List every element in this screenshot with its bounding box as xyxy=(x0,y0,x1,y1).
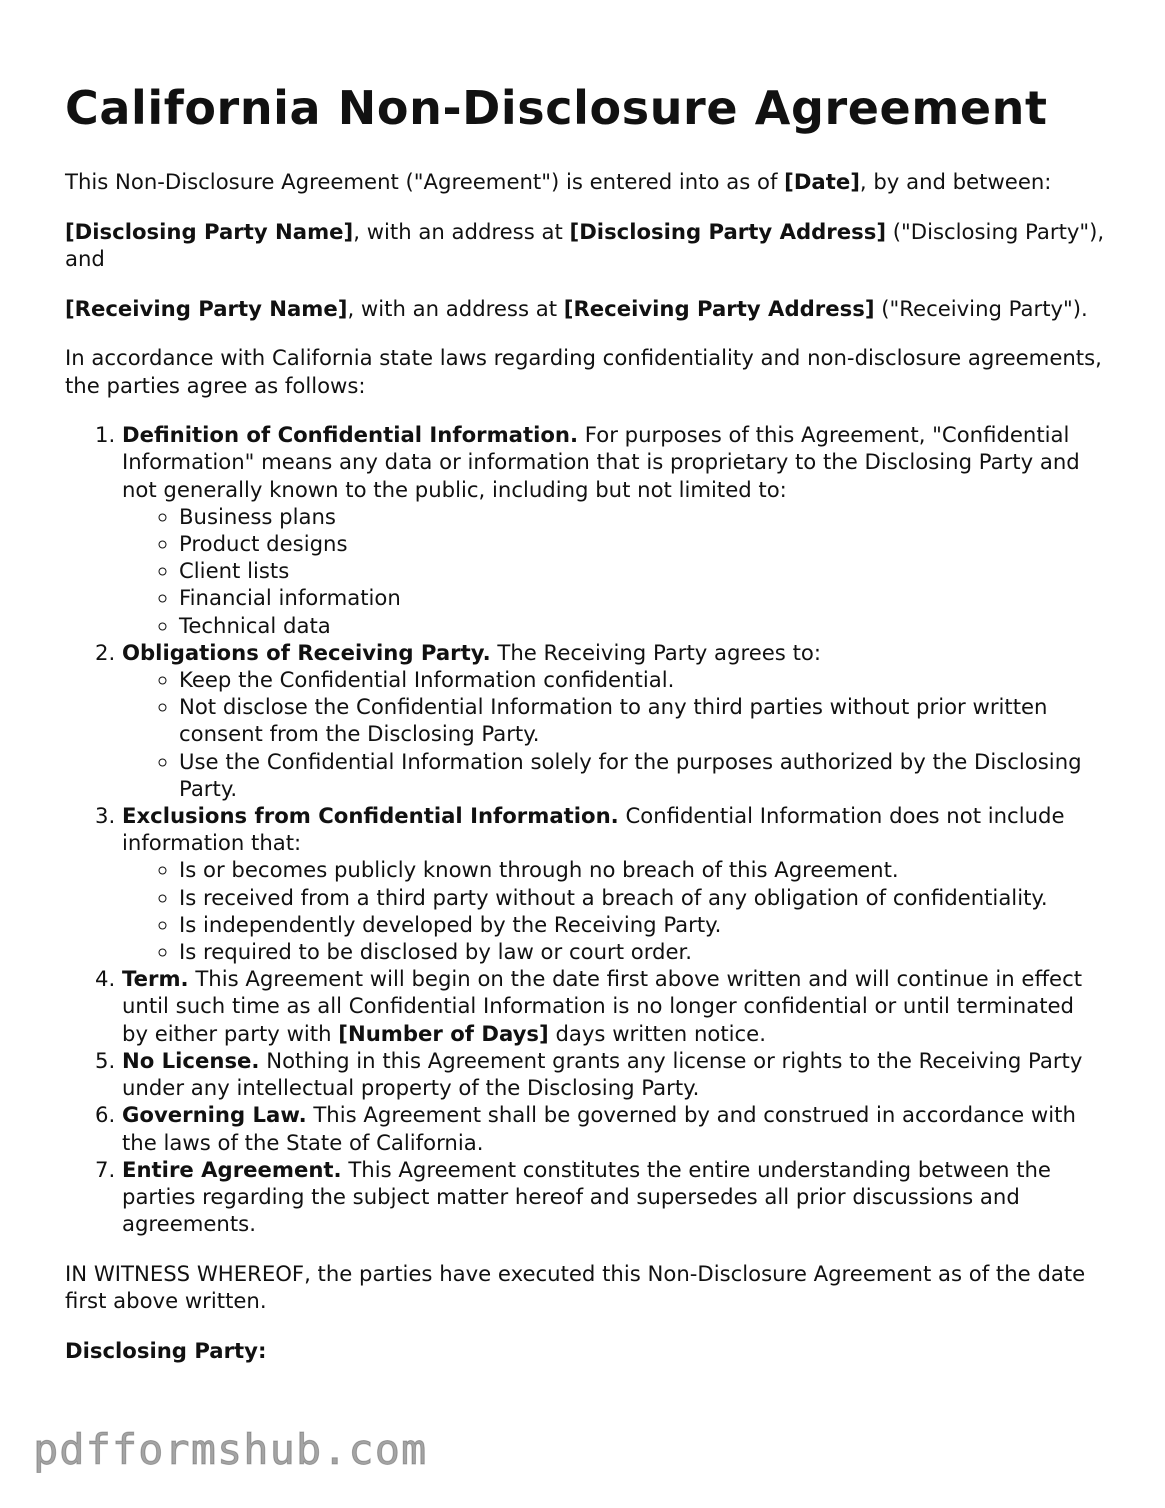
receiving-party-address: [Receiving Party Address] xyxy=(563,295,875,321)
section-definition xyxy=(122,421,1105,639)
section-text-2: days written notice. xyxy=(548,1020,766,1046)
list-item: ◦ Use the Confidential Information solely for the purposes authorized by the Disclosing Party. xyxy=(179,748,1105,802)
section-heading: Governing Law. xyxy=(122,1102,307,1128)
date-placeholder: [Date] xyxy=(784,169,860,194)
section-text: This Agreement will begin on the date first above written and will continue in effect until such time as all Confidential Information is no longer confidential or until terminated by either party with xyxy=(122,966,1083,1046)
section-heading: No License. xyxy=(122,1047,260,1073)
list-item: ◦ Is independently developed by the Receiving Party. xyxy=(179,911,1105,938)
list-item: ◦ Technical data xyxy=(179,612,1105,639)
section-text: Confidential Information does not include information that: xyxy=(122,803,1065,856)
section-text: For purposes of this Agreement, "Confidential Information" means any data or information that is proprietary to the Disclosing Party and not generally known to the public, including but not limited to: xyxy=(122,422,1080,502)
section-governing-law xyxy=(122,1101,1105,1155)
section-heading: Entire Agreement. xyxy=(122,1156,342,1182)
page-title: California Non-Disclosure Agreement xyxy=(65,81,1048,135)
section-term xyxy=(122,965,1105,1047)
watermark: pdfformshub.com xyxy=(33,1425,428,1474)
receiving-party-paragraph xyxy=(65,295,1105,322)
list-item: ◦ Is or becomes publicly known through no breach of this Agreement. xyxy=(179,856,1105,883)
section-exclusions xyxy=(122,802,1105,965)
section-heading: Obligations of Receiving Party. xyxy=(122,639,491,665)
receiving-party-tail: ("Receiving Party"). xyxy=(874,295,1088,321)
list-item: ◦ Is received from a third party without a breach of any obligation of confidentiality. xyxy=(179,884,1105,911)
document-page xyxy=(65,78,1105,1364)
section-heading: Exclusions from Confidential Information. xyxy=(122,803,619,829)
list-item: ◦ Is required to be disclosed by law or court order. xyxy=(179,938,1105,965)
section-entire-agreement xyxy=(122,1156,1105,1238)
sub-list xyxy=(122,856,1105,965)
disclosing-party-tail: ("Disclosing Party"), and xyxy=(65,218,1105,271)
section-text: This Agreement constitutes the entire understanding between the parties regarding the subject matter hereof and supersedes all prior discussions and agreements. xyxy=(122,1156,1051,1237)
section-text: The Receiving Party agrees to: xyxy=(490,639,821,665)
intro-paragraph xyxy=(65,168,1105,195)
section-no-license xyxy=(122,1047,1105,1101)
receiving-party-mid: , with an address at xyxy=(347,295,564,321)
section-text: Nothing in this Agreement grants any license or rights to the Receiving Party under any intellectual property of the Disclosing Party. xyxy=(122,1047,1083,1101)
list-item: ◦ Business plans xyxy=(179,503,1105,530)
section-heading: Term. xyxy=(122,966,189,992)
disclosing-party-name: [Disclosing Party Name] xyxy=(65,218,354,244)
intro-text-2: , by and between: xyxy=(859,169,1052,194)
list-item: ◦ Product designs xyxy=(179,530,1105,557)
sub-list xyxy=(122,666,1105,802)
disclosing-party-paragraph xyxy=(65,218,1105,272)
receiving-party-name: [Receiving Party Name] xyxy=(65,295,348,321)
section-heading: Definition of Confidential Information. xyxy=(122,422,579,448)
list-item: ◦ Keep the Confidential Information confidential. xyxy=(179,666,1105,693)
sub-list xyxy=(122,503,1105,639)
accordance-paragraph: In accordance with California state laws regarding confidentiality and non-disclosure agreements, the parties agree as follows: xyxy=(65,345,1102,398)
intro-text-1: This Non-Disclosure Agreement ("Agreement") is entered into as of xyxy=(65,169,785,194)
disclosing-party-mid: , with an address at xyxy=(353,218,570,244)
section-obligations xyxy=(122,639,1105,802)
number-of-days-placeholder: [Number of Days] xyxy=(338,1020,549,1046)
disclosing-party-address: [Disclosing Party Address] xyxy=(569,218,887,244)
disclosing-party-signature-label: Disclosing Party: xyxy=(65,1337,267,1363)
list-item: ◦ Not disclose the Confidential Information to any third parties without prior written consent from the Disclosing Party. xyxy=(179,693,1105,747)
witness-paragraph: IN WITNESS WHEREOF, the parties have executed this Non-Disclosure Agreement as of the date first above written. xyxy=(65,1260,1086,1314)
section-text: This Agreement shall be governed by and construed in accordance with the laws of the State of California. xyxy=(122,1102,1076,1155)
list-item: ◦ Financial information xyxy=(179,584,1105,611)
list-item: ◦ Client lists xyxy=(179,557,1105,584)
sections-list xyxy=(65,421,1105,1237)
